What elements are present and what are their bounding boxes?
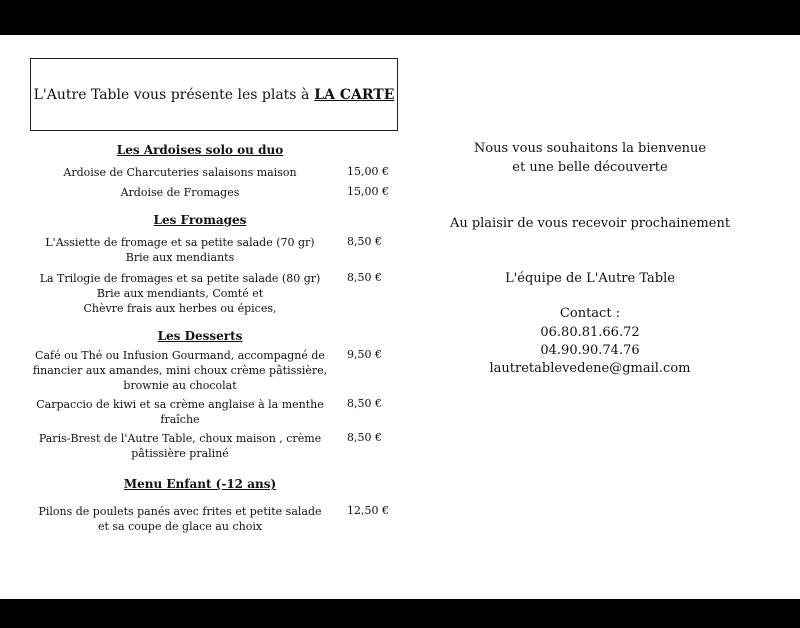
item-price: 8,50 € <box>347 235 382 248</box>
menu-page <box>0 35 800 599</box>
item-line: Ardoise de Charcuteries salaisons maison <box>63 166 297 179</box>
item-price: 15,00 € <box>347 185 389 198</box>
menu-item <box>20 397 380 427</box>
item-line: Pilons de poulets panés avec frites et petite salade <box>38 505 322 518</box>
title-carte: LA CARTE <box>314 86 395 103</box>
item-line: La Trilogie de fromages et sa petite salade (80 gr) <box>39 272 321 285</box>
item-line: Brie aux mendiants <box>125 251 235 264</box>
section-heading-desserts: Les Desserts <box>157 329 243 343</box>
item-line: pâtissière praliné <box>131 447 229 460</box>
item-line: Carpaccio de kiwi et sa crème anglaise à la menthe <box>36 398 324 411</box>
menu-item <box>20 431 380 461</box>
item-price: 9,50 € <box>347 348 382 361</box>
item-line: et sa coupe de glace au choix <box>97 520 263 533</box>
title-box <box>30 58 398 131</box>
menu-item <box>20 165 389 180</box>
item-line: Ardoise de Fromages <box>120 186 240 199</box>
item-line: financier aux amandes, mini choux crème pâtissière, <box>32 364 328 377</box>
plaisir-text: Au plaisir de vous recevoir prochainement <box>449 216 731 231</box>
section-heading-enfant: Menu Enfant (-12 ans) <box>123 477 277 491</box>
menu-item <box>20 185 389 200</box>
email-link[interactable]: lautretablevedene@gmail.com <box>489 361 691 376</box>
item-price: 8,50 € <box>347 271 382 284</box>
menu-item <box>20 504 389 534</box>
section-heading-fromages: Les Fromages <box>153 213 247 227</box>
item-line: fraîche <box>160 413 200 426</box>
title-prefix: L'Autre Table vous présente les plats à <box>33 86 310 103</box>
section-heading-ardoises: Les Ardoises solo ou duo <box>116 143 284 157</box>
item-price: 12,50 € <box>347 504 389 517</box>
welcome-line-2: et une belle découverte <box>512 160 668 175</box>
item-price: 8,50 € <box>347 431 382 444</box>
menu-item <box>20 271 380 316</box>
contact-heading: Contact : <box>559 306 621 321</box>
item-price: 8,50 € <box>347 397 382 410</box>
item-line: Brie aux mendiants, Comté et <box>96 287 264 300</box>
menu-item <box>20 348 380 393</box>
equipe-text: L'équipe de L'Autre Table <box>505 271 675 286</box>
item-line: brownie au chocolat <box>123 379 237 392</box>
welcome-line-1: Nous vous souhaitons la bienvenue <box>473 141 707 156</box>
item-line: Café ou Thé ou Infusion Gourmand, accompagné de <box>35 349 325 362</box>
menu-item <box>20 235 380 265</box>
item-line: Paris-Brest de l'Autre Table, choux maison , crème <box>38 432 322 445</box>
item-price: 15,00 € <box>347 165 389 178</box>
phone-1: 06.80.81.66.72 <box>540 325 640 340</box>
phone-2: 04.90.90.74.76 <box>540 343 640 358</box>
item-line: L'Assiette de fromage et sa petite salade (70 gr) <box>45 236 315 249</box>
item-line: Chèvre frais aux herbes ou épices, <box>83 302 277 315</box>
